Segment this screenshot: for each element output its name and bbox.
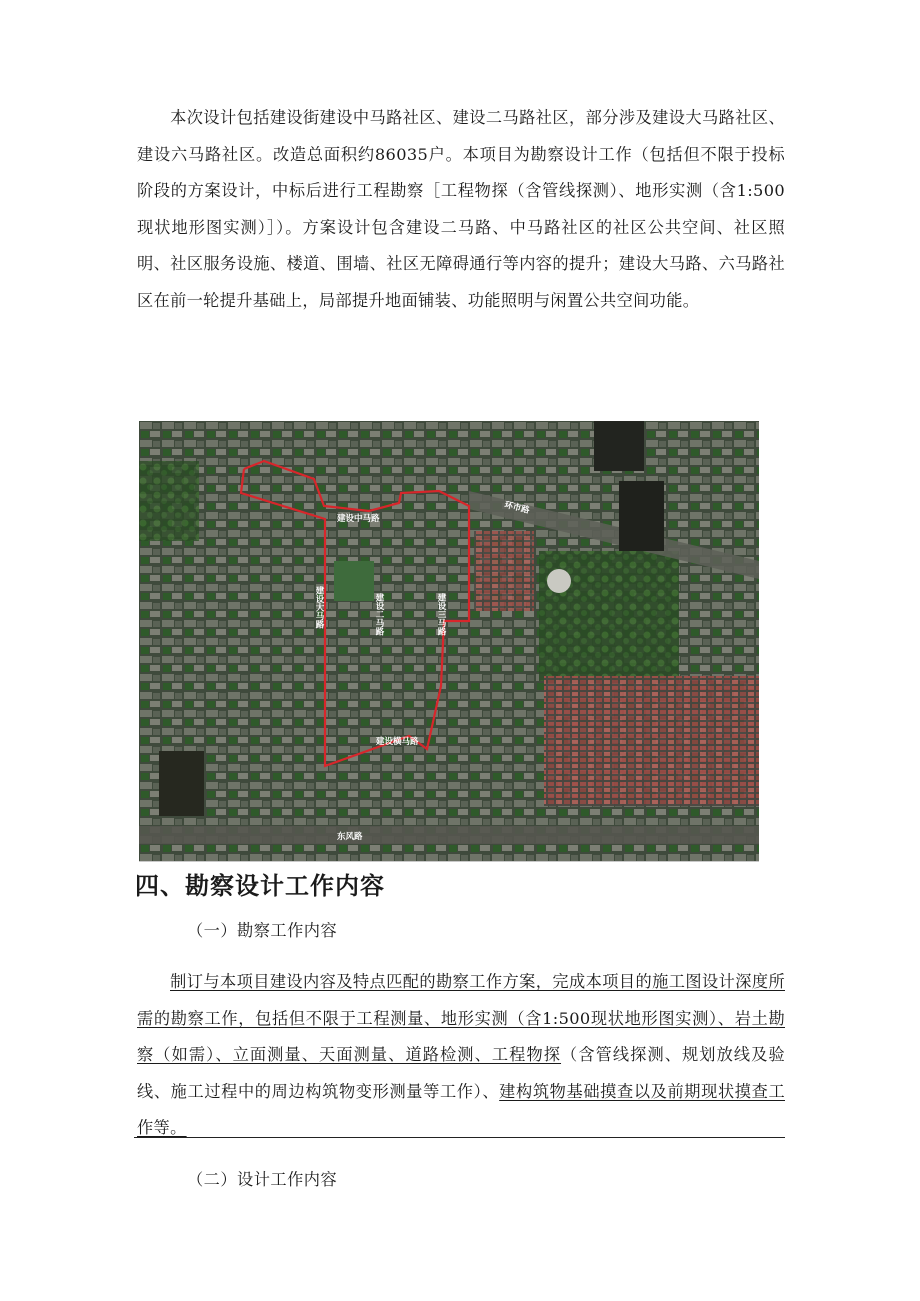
label-dama-road: 建设大马路 <box>314 586 324 629</box>
subheading-design: （二）设计工作内容 <box>187 1170 338 1189</box>
map-red-roof-block <box>544 676 759 806</box>
dongfeng-road <box>139 826 759 844</box>
label-erma-road: 建设二马路 <box>374 593 384 636</box>
label-sanma-road: 建设三马路 <box>436 593 446 636</box>
label-zhongma-road: 建设中马路 <box>337 514 380 524</box>
section-divider <box>134 1137 785 1138</box>
label-hengma-road: 建设横马路 <box>376 737 419 747</box>
section-heading: 四、勘察设计工作内容 <box>135 872 385 900</box>
survey-text-plain: （含管线探测、规划放线及验线、施工过程中的周边构筑物变形测量等工作）、 <box>137 1045 785 1101</box>
map-green-area <box>139 461 199 541</box>
subheading-survey: （一）勘察工作内容 <box>187 921 338 940</box>
site-aerial-map <box>139 421 759 862</box>
map-sports-field <box>334 561 374 601</box>
intro-paragraph <box>137 100 785 319</box>
survey-text-underlined-end: 建构筑物基础摸查以及前期现状摸查工作等。 <box>137 1081 785 1137</box>
survey-text-underlined: 制订与本项目建设内容及特点匹配的勘察工作方案，完成本项目的施工图设计深度所需的勘察工作，包括但不限于工程测量、地形实测（含1:500现状地形图实测）、岩土勘察（如需）、立面测量、天面测量、道路检测、工程物探 <box>137 972 785 1064</box>
map-dark-building <box>619 481 664 551</box>
map-red-roof-block <box>474 531 534 611</box>
label-dongfeng-road: 东风路 <box>337 832 363 842</box>
map-round-building <box>547 569 571 593</box>
survey-paragraph <box>137 964 785 1147</box>
map-dark-building <box>594 421 644 471</box>
map-dark-building <box>159 751 204 816</box>
intro-text: 本次设计包括建设街建设中马路社区、建设二马路社区，部分涉及建设大马路社区、建设六马路社区。改造总面积约86035户。本项目为勘察设计工作（包括但不限于投标阶段的方案设计，中标后进行工程勘察［工程物探（含管线探测）、地形实测（含1:500现状地形图实测）］）。方案设计包含建设二马路、中马路社区的社区公共空间、社区照明、社区服务设施、楼道、围墙、社区无障碍通行等内容的提升；建设大马路、六马路社区在前一轮提升基础上，局部提升地面铺装、功能照明与闲置公共空间功能。 <box>137 108 785 310</box>
label-huanshi-road: 环市路 <box>503 500 531 517</box>
